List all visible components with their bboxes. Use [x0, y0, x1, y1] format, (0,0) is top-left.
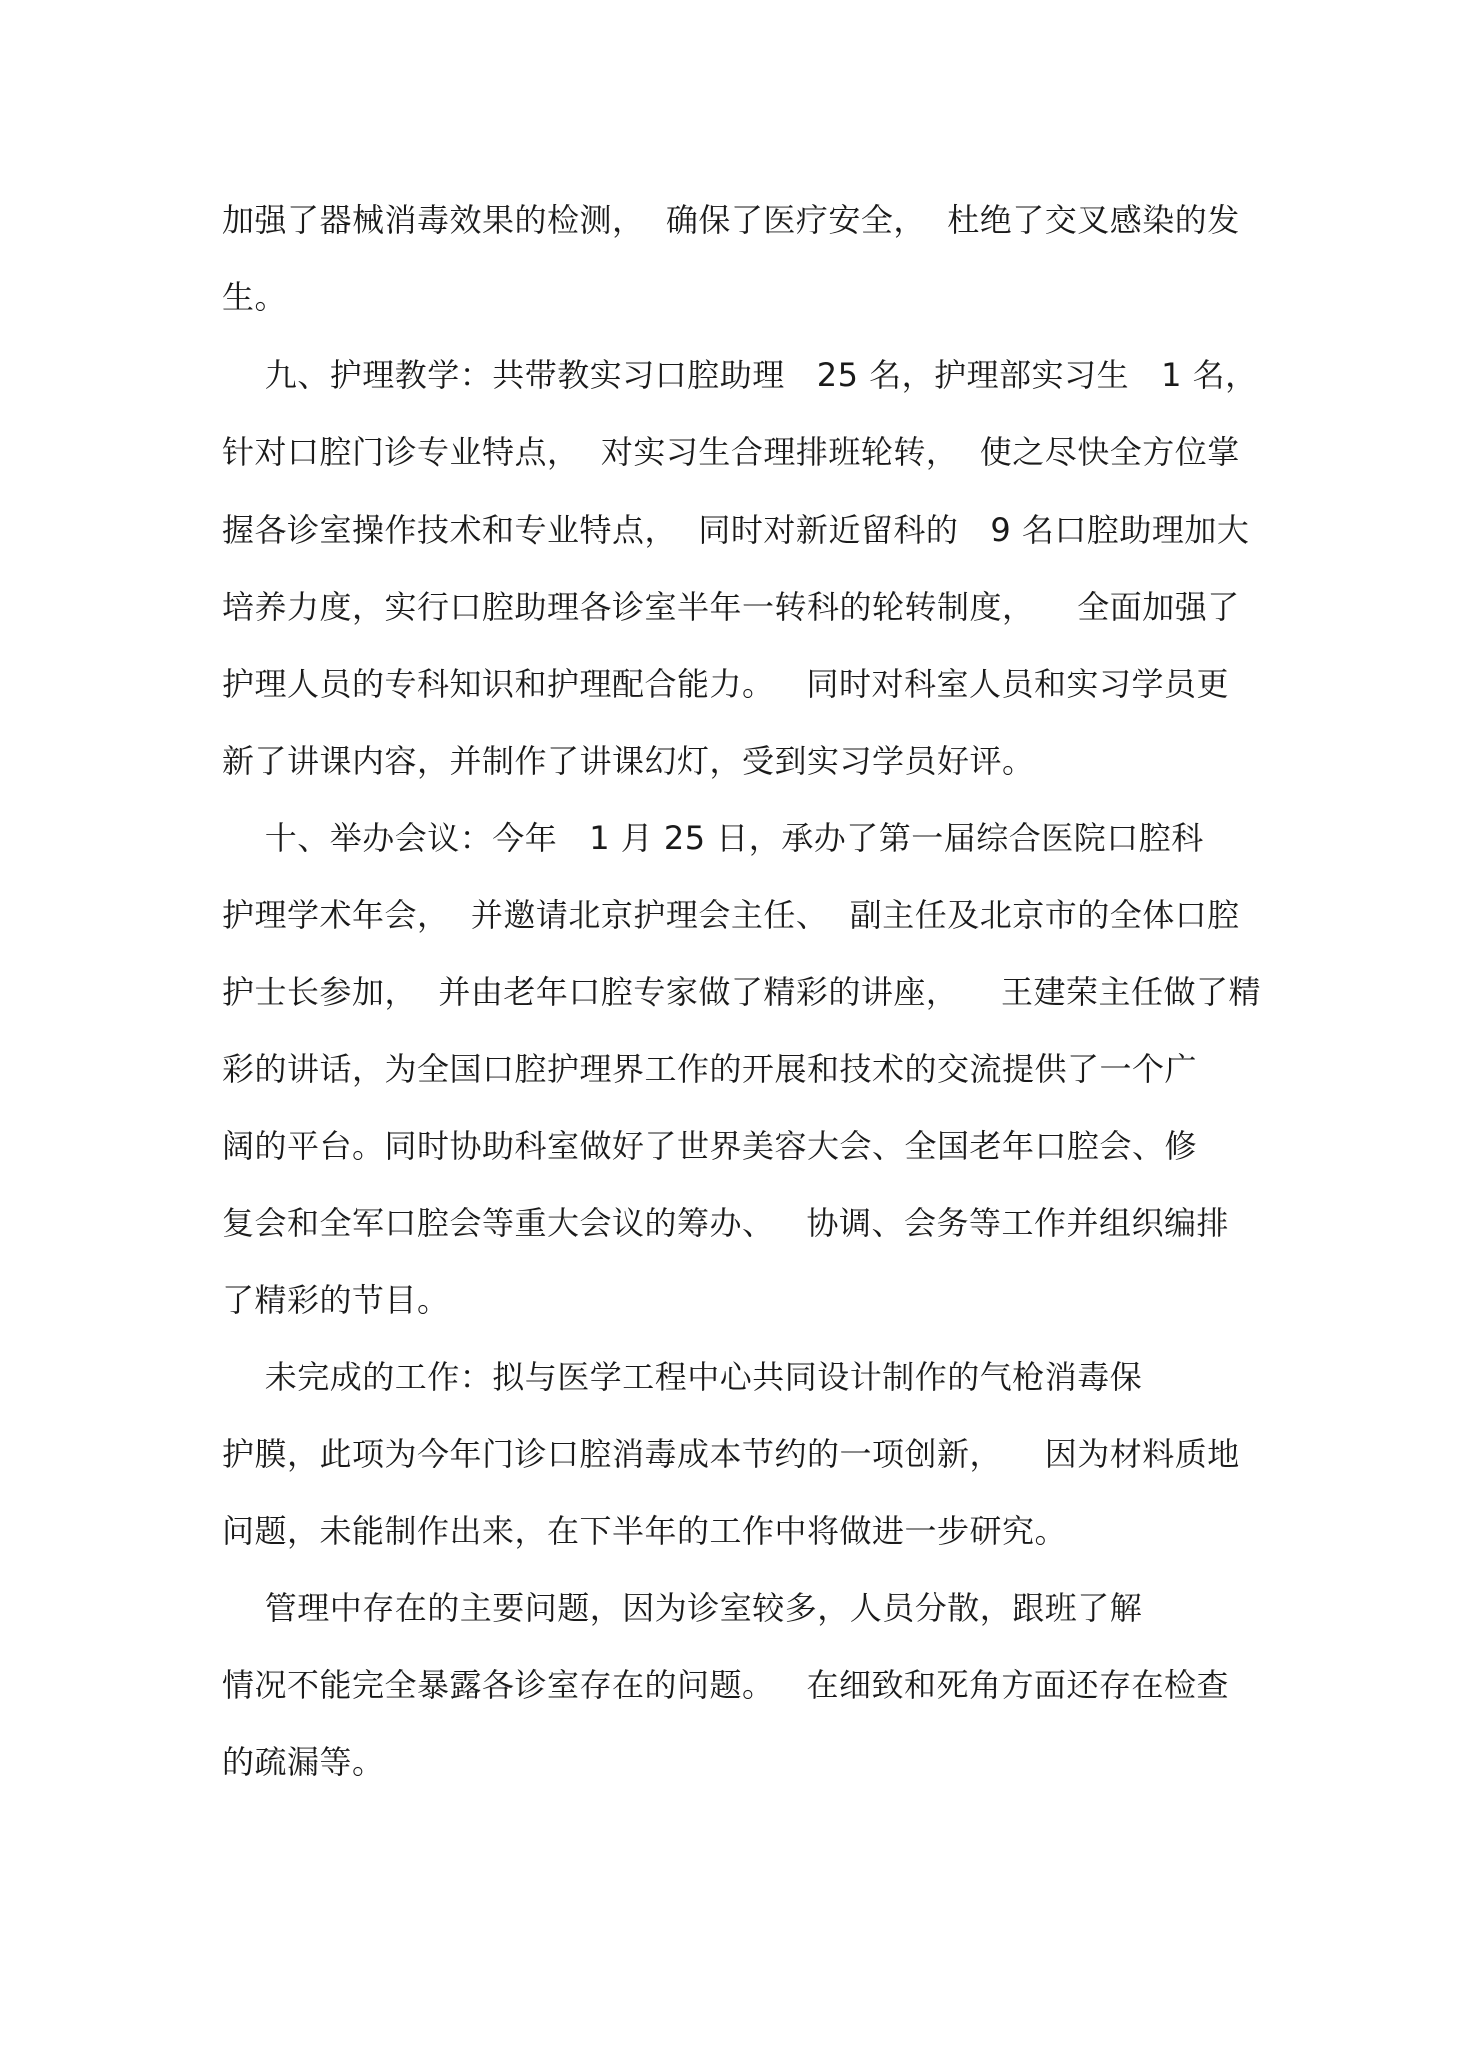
text-line: 加强了器械消毒效果的检测， 确保了医疗安全， 杜绝了交叉感染的发 [222, 201, 1240, 239]
text-line: 复会和全军口腔会等重大会议的筹办、 协调、会务等工作并组织编排 [222, 1204, 1230, 1242]
text-line: 十、举办会议：今年 1 月 25 日，承办了第一届综合医院口腔科 [222, 819, 1204, 857]
text-line: 生。 [222, 278, 288, 316]
text-line: 握各诊室操作技术和专业特点， 同时对新近留科的 9 名口腔助理加大 [222, 511, 1250, 549]
text-line: 管理中存在的主要问题，因为诊室较多，人员分散，跟班了解 [222, 1589, 1143, 1627]
text-line: 了精彩的节目。 [222, 1281, 450, 1319]
text-line: 情况不能完全暴露各诊室存在的问题。 在细致和死角方面还存在检查 [222, 1666, 1230, 1704]
text-line: 问题，未能制作出来，在下半年的工作中将做进一步研究。 [222, 1512, 1068, 1550]
text-line: 护理人员的专科知识和护理配合能力。 同时对科室人员和实习学员更 [222, 665, 1230, 703]
text-line: 护理学术年会， 并邀请北京护理会主任、 副主任及北京市的全体口腔 [222, 896, 1240, 934]
text-line: 阔的平台。同时协助科室做好了世界美容大会、全国老年口腔会、修 [222, 1127, 1198, 1165]
text-line: 培养力度，实行口腔助理各诊室半年一转科的轮转制度， 全面加强了 [222, 588, 1240, 626]
text-line: 护膜，此项为今年门诊口腔消毒成本节约的一项创新， 因为材料质地 [222, 1435, 1240, 1473]
text-line: 新了讲课内容，并制作了讲课幻灯，受到实习学员好评。 [222, 742, 1035, 780]
text-line: 护士长参加， 并由老年口腔专家做了精彩的讲座， 王建荣主任做了精 [222, 973, 1262, 1011]
text-line: 彩的讲话，为全国口腔护理界工作的开展和技术的交流提供了一个广 [222, 1050, 1198, 1088]
text-line: 针对口腔门诊专业特点， 对实习生合理排班轮转， 使之尽快全方位掌 [222, 433, 1240, 471]
text-line: 未完成的工作：拟与医学工程中心共同设计制作的气枪消毒保 [222, 1358, 1143, 1396]
text-line: 的疏漏等。 [222, 1743, 385, 1781]
text-line: 九、护理教学：共带教实习口腔助理 25 名，护理部实习生 1 名， [222, 356, 1258, 394]
